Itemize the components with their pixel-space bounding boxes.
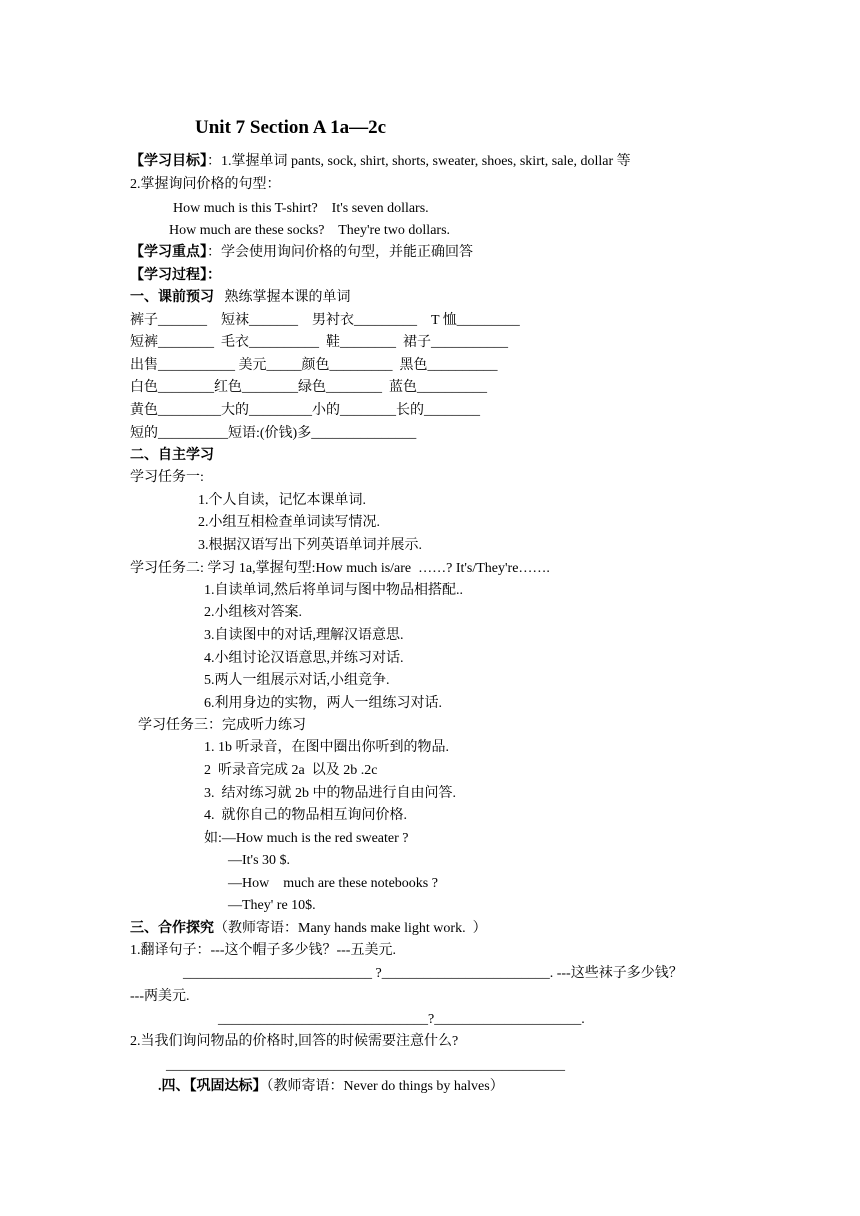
example-dialog-line: —It's 30 $. (228, 853, 291, 868)
vocab-line: 短的__________短语:(价钱)多_______________ (130, 426, 417, 441)
cooperation-line (130, 919, 487, 939)
objectives-text: ：1.掌握单词 pants, sock, shirt, shorts, sweater, shoes, skirt, sale, dollar 等 (207, 154, 631, 169)
process-colon: ： (207, 268, 221, 283)
task3-item: 4. 就你自己的物品相互询问价格. (204, 808, 407, 823)
process-line (130, 266, 221, 286)
task2-item: 6.利用身边的实物，两人一组练习对话. (204, 696, 442, 711)
translation-blank-line-2: ______________________________?_____________________. (218, 1012, 585, 1027)
task3-item: 1. 1b 听录音，在图中圈出你听到的物品. (204, 740, 449, 755)
consolidate-note: （教师寄语：Never do things by halves） (266, 1079, 504, 1094)
example-dialog-line: —They' re 10$. (228, 898, 316, 913)
preview-heading-line (130, 288, 351, 308)
task2-title: 学习任务二: 学习 1a,掌握句型:How much is/are ……? It's/They're……. (130, 561, 550, 576)
task2-item: 2.小组核对答案. (204, 605, 302, 620)
vocab-line: 白色________红色________绿色________ 蓝色__________ (130, 380, 487, 395)
process-label: 【学习过程】 (130, 268, 207, 283)
task3-item: 2 听录音完成 2a 以及 2b .2c (204, 763, 378, 778)
task3-item: 3. 结对练习就 2b 中的物品进行自由问答. (204, 786, 456, 801)
answer-blank: _________________________________________________________ (166, 1058, 565, 1073)
vocab-line: 出售___________ 美元_____颜色_________ 黑色__________ (130, 358, 498, 373)
task1-item: 2.小组互相检查单词读写情况. (198, 515, 380, 530)
objectives-line2: 2.掌握询问价格的句型： (130, 177, 281, 192)
key-points-text: ：学会使用询问价格的句型，并能正确回答 (207, 245, 473, 260)
task3-title: 学习任务三：完成听力练习 (138, 718, 306, 733)
preview-subtitle: 熟练掌握本课的单词 (214, 290, 351, 305)
vocab-line: 裤子_______ 短袜_______ 男衬衣_________ T 恤_________ (130, 313, 520, 328)
page-title: Unit 7 Section A 1a—2c (195, 117, 387, 138)
key-points-line (130, 243, 473, 263)
cooperation-heading: 三、合作探究 (130, 921, 214, 936)
example-sentence-1: How much is this T-shirt? It's seven dollars. (173, 201, 429, 216)
objectives-line (130, 152, 631, 172)
example-dialog-line: 如:—How much is the red sweater ? (204, 831, 409, 846)
preview-heading: 一、课前预习 (130, 290, 214, 305)
consolidate-label: 【巩固达标】 (189, 1079, 267, 1094)
consolidate-line (158, 1077, 504, 1097)
vocab-line: 短裤________ 毛衣__________ 鞋________ 裙子___________ (130, 335, 508, 350)
consolidate-prefix: .四、 (158, 1079, 190, 1094)
task2-item: 3.自读图中的对话,理解汉语意思. (204, 628, 404, 643)
question-1-answer: ---两美元. (130, 989, 190, 1004)
question-1: 1.翻译句子：---这个帽子多少钱？---五美元. (130, 943, 396, 958)
task1-title: 学习任务一: (130, 470, 204, 485)
vocab-line: 黄色_________大的_________小的________长的________ (130, 403, 480, 418)
task1-item: 1.个人自读，记忆本课单词. (198, 493, 366, 508)
cooperation-note: （教师寄语：Many hands make light work. ） (214, 921, 487, 936)
key-points-label: 【学习重点】 (130, 245, 207, 260)
example-sentence-2: How much are these socks? They're two dollars. (169, 223, 451, 238)
question-2: 2.当我们询问物品的价格时,回答的时候需要注意什么? (130, 1034, 459, 1049)
task1-item: 3.根据汉语写出下列英语单词并展示. (198, 538, 422, 553)
translation-blank-line: ___________________________ ?________________________. ---这些袜子多少钱？ (183, 966, 683, 981)
self-study-heading: 二、自主学习 (130, 448, 214, 463)
task2-item: 5.两人一组展示对话,小组竞争. (204, 673, 390, 688)
task2-item: 4.小组讨论汉语意思,并练习对话. (204, 651, 404, 666)
example-dialog-line: —How much are these notebooks ? (228, 876, 438, 891)
task2-item: 1.自读单词,然后将单词与图中物品相搭配.. (204, 583, 463, 598)
objectives-label: 【学习目标】 (130, 154, 207, 169)
